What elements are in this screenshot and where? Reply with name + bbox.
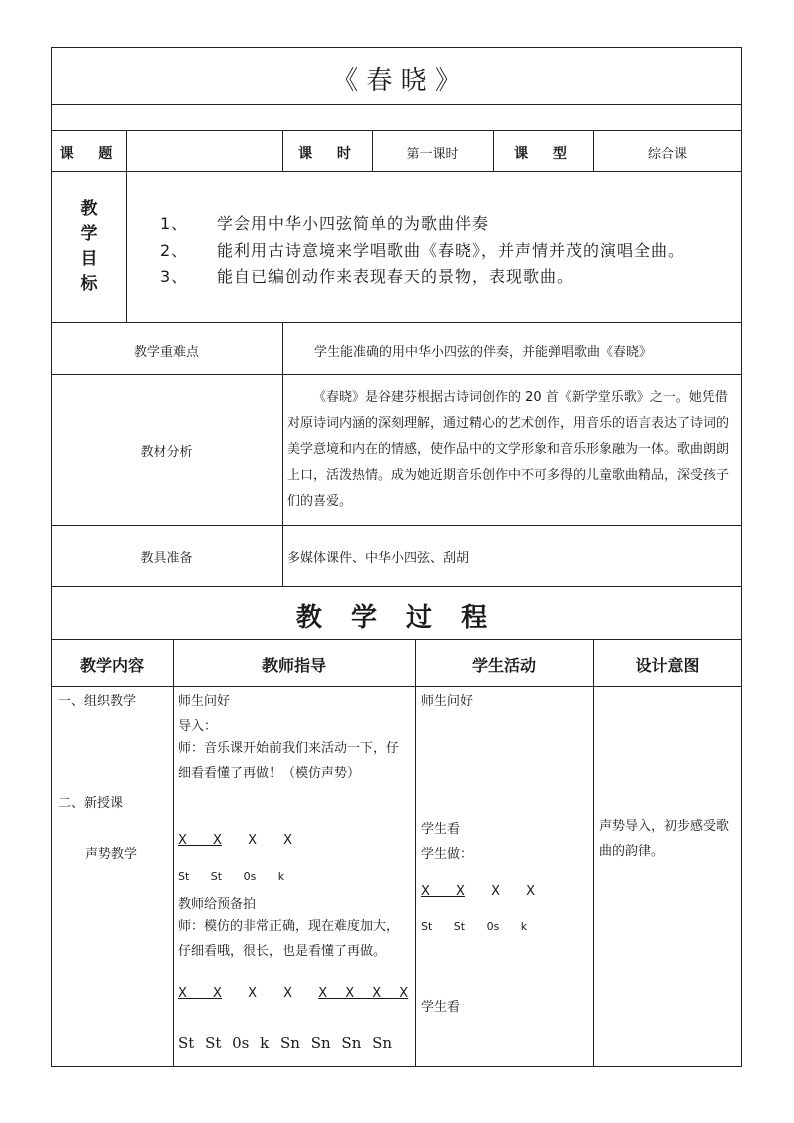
student-syllables: St St 0s k <box>421 920 528 933</box>
topic-label: 课 题 <box>59 146 123 162</box>
student-greet: 师生问好 <box>421 694 474 709</box>
student-rhythm: X X X X <box>421 884 536 899</box>
tools-label: 教具准备 <box>140 551 193 566</box>
goal-item: 能利用古诗意境来学唱歌曲《春晓》，并声情并茂的演唱全曲。 <box>217 241 686 260</box>
row-divider <box>51 525 742 526</box>
teacher-rhythm-2: X X X X X X X X <box>178 986 409 1001</box>
header-student: 学生活动 <box>471 656 536 675</box>
page-title: 《 春 晓 》 <box>332 66 461 96</box>
col-divider <box>282 322 283 586</box>
col-divider <box>126 130 127 171</box>
row-divider <box>51 639 742 640</box>
tools-text: 多媒体课件、中华小四弦、刮胡 <box>287 551 470 566</box>
goal-num: 2、 <box>160 241 189 260</box>
teacher-syllables-2: St St 0s k Sn Sn Sn Sn <box>178 1034 393 1052</box>
col-divider <box>493 130 494 171</box>
goal-num: 3、 <box>160 267 189 286</box>
teacher-syllables-1: St St 0s k <box>178 870 285 883</box>
teacher-rhythm-1: X X X X <box>178 833 293 848</box>
row-divider <box>51 104 742 105</box>
row-divider <box>51 374 742 375</box>
type-label: 课 型 <box>514 146 577 162</box>
col-divider <box>173 639 174 1067</box>
header-teacher: 教师指导 <box>261 656 326 675</box>
analysis-label: 教材分析 <box>140 445 193 460</box>
teacher-intro: 导入： <box>178 719 218 734</box>
type-value: 综合课 <box>647 147 687 162</box>
teacher-line-1: 师：音乐课开始前我们来活动一下，仔细看看懂了再做！（模仿声势） <box>178 741 400 781</box>
teacher-greet: 师生问好 <box>178 694 231 709</box>
goal-num: 1、 <box>160 214 189 233</box>
header-intent: 设计意图 <box>635 656 700 675</box>
col-divider <box>282 130 283 171</box>
goal-item: 学会用中华小四弦简单的为歌曲伴奏 <box>217 214 490 233</box>
key-points-text: 学生能准确的用中华小四弦的伴奏，并能弹唱歌曲《春晓》 <box>314 345 653 360</box>
key-points-label: 教学重难点 <box>133 345 199 360</box>
row-divider <box>51 322 742 323</box>
period-label: 课 时 <box>298 146 361 162</box>
teacher-line-2: 师：模仿的非常正确，现在难度加大，仔细看哦，很长，也是看懂了再做。 <box>178 919 400 959</box>
col-divider <box>415 639 416 1067</box>
student-watch-2: 学生看 <box>421 1000 461 1015</box>
col-divider <box>593 639 594 1067</box>
row-divider <box>51 130 742 131</box>
goals-label: 教 学 目 标 <box>80 199 98 294</box>
header-content: 教学内容 <box>79 656 144 675</box>
design-intent: 声势导入，初步感受歌曲的韵律。 <box>599 819 730 859</box>
goal-item: 能自已编创动作来表现春天的景物，表现歌曲。 <box>217 267 575 286</box>
row-divider <box>51 686 742 687</box>
teacher-prep: 教师给预备拍 <box>178 897 257 912</box>
student-do: 学生做： <box>421 847 474 862</box>
col-divider <box>126 171 127 322</box>
section-organize: 一、组织教学 <box>58 694 137 709</box>
row-divider <box>51 586 742 587</box>
section-new-lesson: 二、新授课 <box>58 796 124 811</box>
student-watch-1: 学生看 <box>421 822 461 837</box>
process-title: 教 学 过 程 <box>295 603 498 633</box>
period-value: 第一课时 <box>406 147 459 162</box>
section-body-percussion: 声势教学 <box>85 847 138 862</box>
row-divider <box>51 171 742 172</box>
analysis-text: 《春晓》是谷建芬根据古诗词创作的 20 首《新学堂乐歌》之一。她凭借对原诗词内涵的深刻理解，通过精心的艺术创作，用音乐的语言表达了诗词的美学意境和内在的情感，使作品中的文学形象和音乐形象融为一体。歌曲朗朗上口，活泼热情。成为她近期音乐创作中不可多得的儿童歌曲精品，深受孩子们的喜爱。 <box>287 390 730 509</box>
